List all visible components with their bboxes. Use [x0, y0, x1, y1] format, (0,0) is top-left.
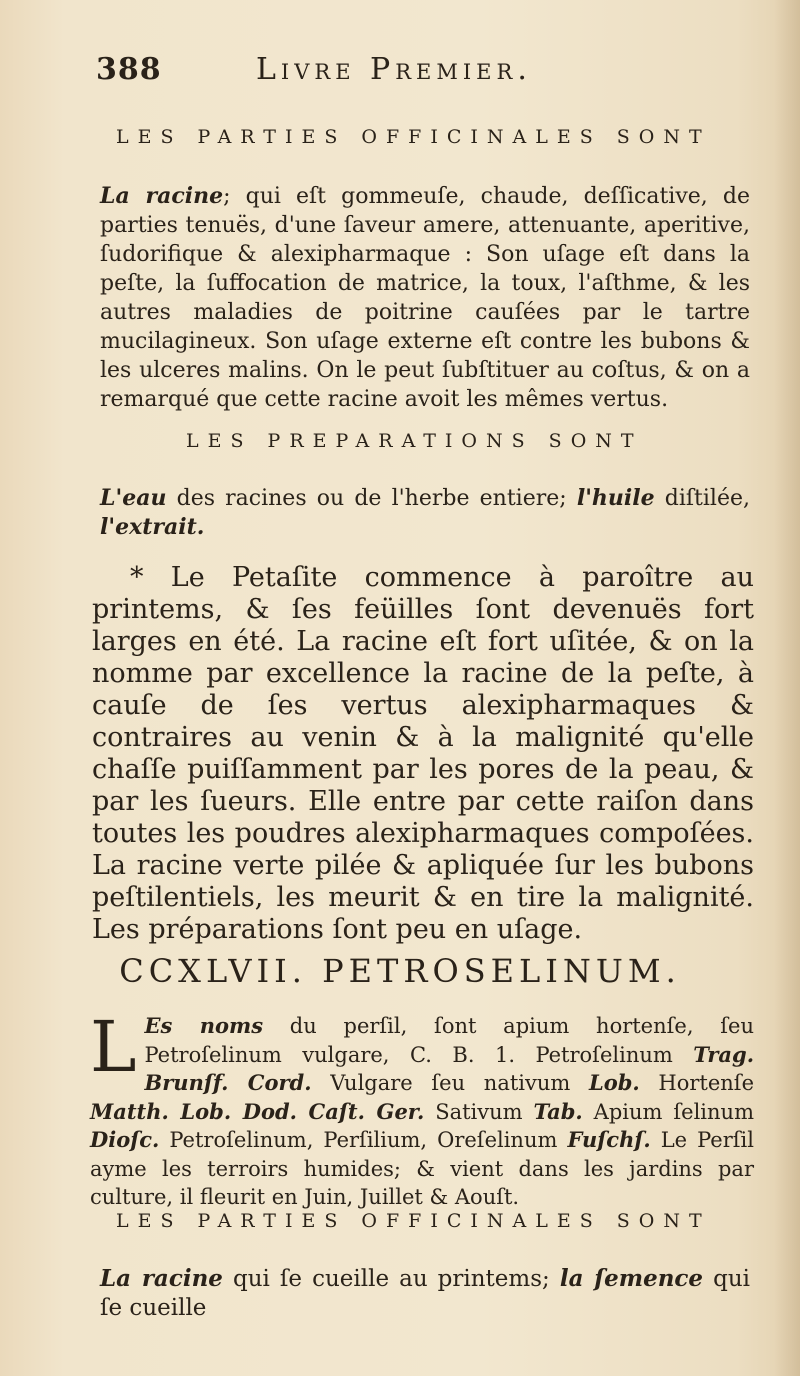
section-heading-preparations: LES PREPARATIONS SONT: [186, 430, 643, 452]
italic-term: Tab.: [533, 1098, 583, 1124]
italic-term: l'extrait.: [100, 514, 205, 540]
paragraph-text: qui ſe cueille: [100, 1266, 751, 1321]
running-head: Livre Premier.: [256, 52, 532, 87]
chapter-title: CCXLVII. PETROSELINUM.: [119, 952, 681, 990]
italic-term: l'huile: [576, 485, 655, 511]
italic-term: Trag. Brunſf. Cord.: [144, 1041, 754, 1095]
italic-term: L'eau: [100, 485, 167, 511]
paragraph-text: Hortenſe: [639, 1071, 755, 1095]
italic-term: Matth. Lob. Dod. Caſt. Ger.: [90, 1098, 425, 1124]
page-header: [96, 52, 756, 92]
italic-term: Lob.: [588, 1070, 640, 1095]
paragraph-text: Apium ſelinum: [582, 1099, 754, 1124]
paragraph-text: des racines ou de l'herbe entiere;: [166, 486, 577, 511]
paragraph-text: Le Perſil ayme les terroirs humides; & vient dans les jardins par culture, il fleurit en Juin, Juillet & Aouſt.: [90, 1128, 754, 1209]
note-paragraph: * Le Petaſite commence à paroître au printems, & ſes feüilles ſont devenuës fort larges en été. La racine eſt fort uſitée, & on la nomme par excellence la racine de la peſte, à cauſe de ſes vertus alexipharmaques & contraires au venin & à la malignité qu'elle chaſſe puiſſamment par les pores de la peau, & par les ſueurs. Elle entre par cette raiſon dans toutes les poudres alexipharmaques compoſées. La racine verte pilée & apliquée ſur les bubons peſtilentiels, les meurit & en tire la malignité. Les préparations ſont peu en uſage.: [92, 562, 754, 945]
paragraph-text: du perſil, ſont apium hortenſe, ſeu Petroſelinum vulgare, C. B. 1. Petroſelinum: [144, 1014, 754, 1067]
italic-term: Fuſchſ.: [567, 1127, 651, 1152]
paragraph-officinales: [100, 182, 750, 414]
paragraph-text: qui ſe cueille au printems;: [222, 1266, 560, 1292]
paragraph-text: diſtilée,: [654, 486, 751, 511]
paragraph-text: Sativum: [424, 1099, 534, 1124]
section-heading-officinales: LES PARTIES OFFICINALES SONT: [116, 126, 711, 148]
italic-term: la ſemence: [559, 1265, 704, 1292]
section-heading-officinales-2: LES PARTIES OFFICINALES SONT: [116, 1210, 711, 1232]
italic-term: Es noms: [144, 1013, 264, 1038]
chapter-entry-paragraph: [90, 1006, 755, 1212]
paragraph-text: Petroſelinum, Perſilium, Oreſelinum: [159, 1128, 568, 1152]
paragraph-preparations: [100, 484, 750, 542]
italic-term: La racine: [100, 1265, 223, 1292]
page-edge-shadow: [774, 0, 800, 1376]
paragraph-text: Vulgare ſeu nativum: [311, 1071, 589, 1095]
paragraph-text: ; qui eſt gommeuſe, chaude, deſſicative, de parties tenuës, d'une ſaveur amere, attenuante, aperitive, ſudorifique & alexipharmaque : Son uſage eſt dans la peſte, la ſuffocation de matrice, la toux, l'aſthme, & les autres maladies de poitrine cauſées par le tartre mucilagineux. Son uſage externe eſt contre les bubons & les ulceres malins. On le peut ſubſtituer au coſtus, & on a remarqué que cette racine avoit les mêmes vertus.: [100, 184, 750, 412]
drop-cap: L: [90, 1006, 137, 1088]
italic-term: La racine: [100, 183, 224, 209]
italic-term: Dioſc.: [90, 1127, 160, 1152]
page-number: 388: [96, 52, 162, 87]
paragraph-final: [100, 1264, 750, 1323]
